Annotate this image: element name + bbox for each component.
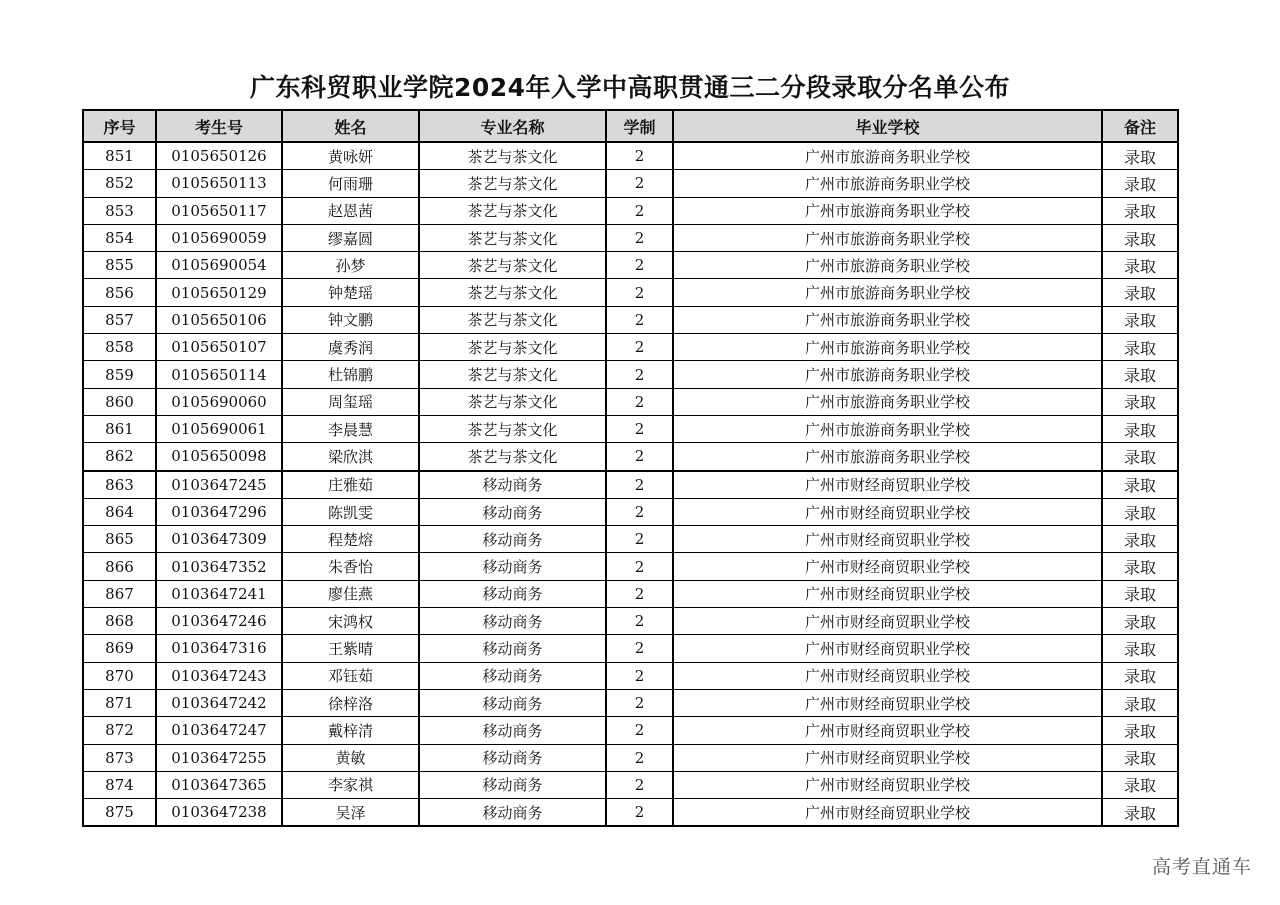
- cell-duration: 2: [606, 689, 673, 716]
- cell-duration: 2: [606, 170, 673, 197]
- cell-school: 广州市财经商贸职业学校: [673, 580, 1102, 607]
- page-title: 广东科贸职业学院2024年入学中高职贯通三二分段录取分名单公布: [249, 73, 1011, 102]
- cell-exam-id: 0103647316: [156, 635, 282, 662]
- cell-name: 梁欣淇: [282, 443, 419, 471]
- cell-index: 867: [83, 580, 156, 607]
- cell-duration: 2: [606, 415, 673, 442]
- cell-exam-id: 0103647255: [156, 744, 282, 771]
- cell-duration: 2: [606, 608, 673, 635]
- cell-duration: 2: [606, 580, 673, 607]
- cell-major: 移动商务: [419, 662, 606, 689]
- cell-exam-id: 0105650106: [156, 306, 282, 333]
- cell-exam-id: 0105650113: [156, 170, 282, 197]
- cell-name: 杜锦鹏: [282, 361, 419, 388]
- cell-major: 茶艺与茶文化: [419, 415, 606, 442]
- cell-exam-id: 0103647245: [156, 471, 282, 499]
- table-header-row: [83, 110, 1178, 142]
- column-header-index: 序号: [83, 110, 156, 142]
- cell-school: 广州市旅游商务职业学校: [673, 361, 1102, 388]
- cell-duration: 2: [606, 224, 673, 251]
- cell-school: 广州市旅游商务职业学校: [673, 224, 1102, 251]
- cell-remark: 录取: [1102, 526, 1178, 553]
- cell-index: 864: [83, 498, 156, 525]
- cell-name: 赵恩茜: [282, 197, 419, 224]
- cell-school: 广州市旅游商务职业学校: [673, 142, 1102, 170]
- table-row: [83, 580, 1178, 607]
- cell-duration: 2: [606, 252, 673, 279]
- cell-remark: 录取: [1102, 498, 1178, 525]
- cell-name: 朱香怡: [282, 553, 419, 580]
- column-header-school: 毕业学校: [673, 110, 1102, 142]
- cell-school: 广州市财经商贸职业学校: [673, 689, 1102, 716]
- table-row: [83, 498, 1178, 525]
- cell-remark: 录取: [1102, 580, 1178, 607]
- cell-major: 茶艺与茶文化: [419, 170, 606, 197]
- table-row: [83, 526, 1178, 553]
- cell-remark: 录取: [1102, 415, 1178, 442]
- cell-major: 移动商务: [419, 580, 606, 607]
- cell-major: 移动商务: [419, 799, 606, 827]
- cell-duration: 2: [606, 334, 673, 361]
- column-header-major: 专业名称: [419, 110, 606, 142]
- cell-exam-id: 0103647309: [156, 526, 282, 553]
- cell-major: 移动商务: [419, 635, 606, 662]
- cell-remark: 录取: [1102, 799, 1178, 827]
- cell-exam-id: 0105690061: [156, 415, 282, 442]
- cell-duration: 2: [606, 744, 673, 771]
- cell-school: 广州市旅游商务职业学校: [673, 197, 1102, 224]
- cell-duration: 2: [606, 799, 673, 827]
- cell-remark: 录取: [1102, 361, 1178, 388]
- cell-major: 茶艺与茶文化: [419, 443, 606, 471]
- cell-major: 茶艺与茶文化: [419, 197, 606, 224]
- table-row: [83, 689, 1178, 716]
- cell-duration: 2: [606, 771, 673, 798]
- cell-exam-id: 0105690054: [156, 252, 282, 279]
- table-row: [83, 252, 1178, 279]
- table-row: [83, 717, 1178, 744]
- cell-remark: 录取: [1102, 252, 1178, 279]
- cell-index: 870: [83, 662, 156, 689]
- cell-duration: 2: [606, 526, 673, 553]
- table-row: [83, 744, 1178, 771]
- cell-exam-id: 0103647247: [156, 717, 282, 744]
- cell-exam-id: 0103647365: [156, 771, 282, 798]
- cell-duration: 2: [606, 279, 673, 306]
- cell-name: 徐梓洛: [282, 689, 419, 716]
- table-body: [83, 142, 1178, 826]
- cell-index: 872: [83, 717, 156, 744]
- table-row: [83, 224, 1178, 251]
- cell-remark: 录取: [1102, 689, 1178, 716]
- cell-name: 庄雅茹: [282, 471, 419, 499]
- table-row: [83, 361, 1178, 388]
- cell-school: 广州市旅游商务职业学校: [673, 388, 1102, 415]
- cell-exam-id: 0105690059: [156, 224, 282, 251]
- column-header-remark: 备注: [1102, 110, 1178, 142]
- cell-name: 周玺瑶: [282, 388, 419, 415]
- cell-index: 873: [83, 744, 156, 771]
- cell-name: 戴梓清: [282, 717, 419, 744]
- watermark: 高考直通车: [1151, 856, 1252, 878]
- cell-name: 宋鸿权: [282, 608, 419, 635]
- cell-school: 广州市财经商贸职业学校: [673, 744, 1102, 771]
- cell-name: 吴泽: [282, 799, 419, 827]
- cell-school: 广州市财经商贸职业学校: [673, 717, 1102, 744]
- cell-major: 移动商务: [419, 771, 606, 798]
- table-row: [83, 415, 1178, 442]
- cell-duration: 2: [606, 717, 673, 744]
- cell-index: 856: [83, 279, 156, 306]
- cell-major: 移动商务: [419, 744, 606, 771]
- column-header-duration: 学制: [606, 110, 673, 142]
- cell-exam-id: 0103647243: [156, 662, 282, 689]
- cell-duration: 2: [606, 662, 673, 689]
- table-row: [83, 771, 1178, 798]
- cell-index: 866: [83, 553, 156, 580]
- cell-exam-id: 0103647241: [156, 580, 282, 607]
- cell-major: 移动商务: [419, 608, 606, 635]
- table-row: [83, 662, 1178, 689]
- cell-remark: 录取: [1102, 224, 1178, 251]
- cell-index: 860: [83, 388, 156, 415]
- cell-school: 广州市财经商贸职业学校: [673, 771, 1102, 798]
- cell-major: 茶艺与茶文化: [419, 361, 606, 388]
- cell-exam-id: 0103647242: [156, 689, 282, 716]
- cell-remark: 录取: [1102, 744, 1178, 771]
- cell-major: 移动商务: [419, 498, 606, 525]
- cell-duration: 2: [606, 142, 673, 170]
- cell-name: 黄咏妍: [282, 142, 419, 170]
- cell-major: 移动商务: [419, 717, 606, 744]
- cell-exam-id: 0105650107: [156, 334, 282, 361]
- table-row: [83, 443, 1178, 471]
- cell-index: 853: [83, 197, 156, 224]
- cell-school: 广州市财经商贸职业学校: [673, 662, 1102, 689]
- cell-duration: 2: [606, 361, 673, 388]
- cell-school: 广州市旅游商务职业学校: [673, 443, 1102, 471]
- table-row: [83, 608, 1178, 635]
- cell-name: 钟文鹏: [282, 306, 419, 333]
- cell-name: 黄敏: [282, 744, 419, 771]
- table-row: [83, 306, 1178, 333]
- cell-remark: 录取: [1102, 608, 1178, 635]
- table-row: [83, 553, 1178, 580]
- cell-exam-id: 0103647296: [156, 498, 282, 525]
- cell-remark: 录取: [1102, 388, 1178, 415]
- cell-duration: 2: [606, 443, 673, 471]
- column-header-name: 姓名: [282, 110, 419, 142]
- cell-remark: 录取: [1102, 553, 1178, 580]
- cell-name: 李晨慧: [282, 415, 419, 442]
- cell-index: 871: [83, 689, 156, 716]
- cell-remark: 录取: [1102, 306, 1178, 333]
- cell-index: 868: [83, 608, 156, 635]
- cell-name: 程楚熔: [282, 526, 419, 553]
- cell-duration: 2: [606, 471, 673, 499]
- cell-index: 862: [83, 443, 156, 471]
- cell-remark: 录取: [1102, 334, 1178, 361]
- cell-school: 广州市财经商贸职业学校: [673, 635, 1102, 662]
- cell-exam-id: 0103647246: [156, 608, 282, 635]
- admission-table: [82, 109, 1179, 827]
- cell-index: 865: [83, 526, 156, 553]
- cell-name: 孙梦: [282, 252, 419, 279]
- cell-remark: 录取: [1102, 170, 1178, 197]
- cell-duration: 2: [606, 197, 673, 224]
- cell-index: 854: [83, 224, 156, 251]
- cell-major: 茶艺与茶文化: [419, 334, 606, 361]
- cell-school: 广州市财经商贸职业学校: [673, 553, 1102, 580]
- cell-index: 858: [83, 334, 156, 361]
- cell-index: 861: [83, 415, 156, 442]
- cell-index: 859: [83, 361, 156, 388]
- cell-school: 广州市财经商贸职业学校: [673, 498, 1102, 525]
- cell-index: 869: [83, 635, 156, 662]
- table-row: [83, 279, 1178, 306]
- cell-remark: 录取: [1102, 197, 1178, 224]
- cell-school: 广州市旅游商务职业学校: [673, 170, 1102, 197]
- cell-major: 移动商务: [419, 471, 606, 499]
- cell-duration: 2: [606, 635, 673, 662]
- cell-name: 李家祺: [282, 771, 419, 798]
- cell-major: 茶艺与茶文化: [419, 142, 606, 170]
- cell-exam-id: 0105690060: [156, 388, 282, 415]
- cell-name: 缪嘉圆: [282, 224, 419, 251]
- cell-remark: 录取: [1102, 471, 1178, 499]
- cell-name: 虞秀润: [282, 334, 419, 361]
- cell-school: 广州市旅游商务职业学校: [673, 415, 1102, 442]
- cell-duration: 2: [606, 388, 673, 415]
- cell-major: 茶艺与茶文化: [419, 388, 606, 415]
- table-row: [83, 142, 1178, 170]
- cell-exam-id: 0103647238: [156, 799, 282, 827]
- cell-major: 移动商务: [419, 553, 606, 580]
- cell-name: 廖佳燕: [282, 580, 419, 607]
- cell-major: 移动商务: [419, 689, 606, 716]
- cell-school: 广州市旅游商务职业学校: [673, 252, 1102, 279]
- cell-exam-id: 0105650098: [156, 443, 282, 471]
- cell-major: 茶艺与茶文化: [419, 306, 606, 333]
- cell-major: 茶艺与茶文化: [419, 279, 606, 306]
- cell-school: 广州市财经商贸职业学校: [673, 526, 1102, 553]
- cell-index: 874: [83, 771, 156, 798]
- cell-duration: 2: [606, 306, 673, 333]
- cell-exam-id: 0105650129: [156, 279, 282, 306]
- table-row: [83, 799, 1178, 827]
- cell-remark: 录取: [1102, 717, 1178, 744]
- cell-name: 何雨珊: [282, 170, 419, 197]
- table-row: [83, 334, 1178, 361]
- cell-remark: 录取: [1102, 635, 1178, 662]
- cell-index: 875: [83, 799, 156, 827]
- cell-school: 广州市财经商贸职业学校: [673, 799, 1102, 827]
- table-row: [83, 197, 1178, 224]
- cell-remark: 录取: [1102, 142, 1178, 170]
- table-row: [83, 388, 1178, 415]
- table-row: [83, 471, 1178, 499]
- cell-school: 广州市旅游商务职业学校: [673, 334, 1102, 361]
- cell-remark: 录取: [1102, 279, 1178, 306]
- cell-index: 863: [83, 471, 156, 499]
- cell-name: 邓钰茹: [282, 662, 419, 689]
- cell-index: 855: [83, 252, 156, 279]
- cell-exam-id: 0105650117: [156, 197, 282, 224]
- cell-name: 陈凯雯: [282, 498, 419, 525]
- cell-major: 移动商务: [419, 526, 606, 553]
- cell-school: 广州市旅游商务职业学校: [673, 306, 1102, 333]
- cell-index: 851: [83, 142, 156, 170]
- cell-major: 茶艺与茶文化: [419, 224, 606, 251]
- column-header-exam-id: 考生号: [156, 110, 282, 142]
- cell-name: 钟楚瑶: [282, 279, 419, 306]
- cell-index: 857: [83, 306, 156, 333]
- table-row: [83, 170, 1178, 197]
- table-row: [83, 635, 1178, 662]
- cell-duration: 2: [606, 553, 673, 580]
- cell-school: 广州市旅游商务职业学校: [673, 279, 1102, 306]
- cell-remark: 录取: [1102, 771, 1178, 798]
- cell-name: 王紫晴: [282, 635, 419, 662]
- cell-school: 广州市财经商贸职业学校: [673, 471, 1102, 499]
- cell-index: 852: [83, 170, 156, 197]
- cell-remark: 录取: [1102, 662, 1178, 689]
- cell-exam-id: 0105650114: [156, 361, 282, 388]
- cell-duration: 2: [606, 498, 673, 525]
- cell-school: 广州市财经商贸职业学校: [673, 608, 1102, 635]
- cell-major: 茶艺与茶文化: [419, 252, 606, 279]
- cell-exam-id: 0103647352: [156, 553, 282, 580]
- cell-remark: 录取: [1102, 443, 1178, 471]
- cell-exam-id: 0105650126: [156, 142, 282, 170]
